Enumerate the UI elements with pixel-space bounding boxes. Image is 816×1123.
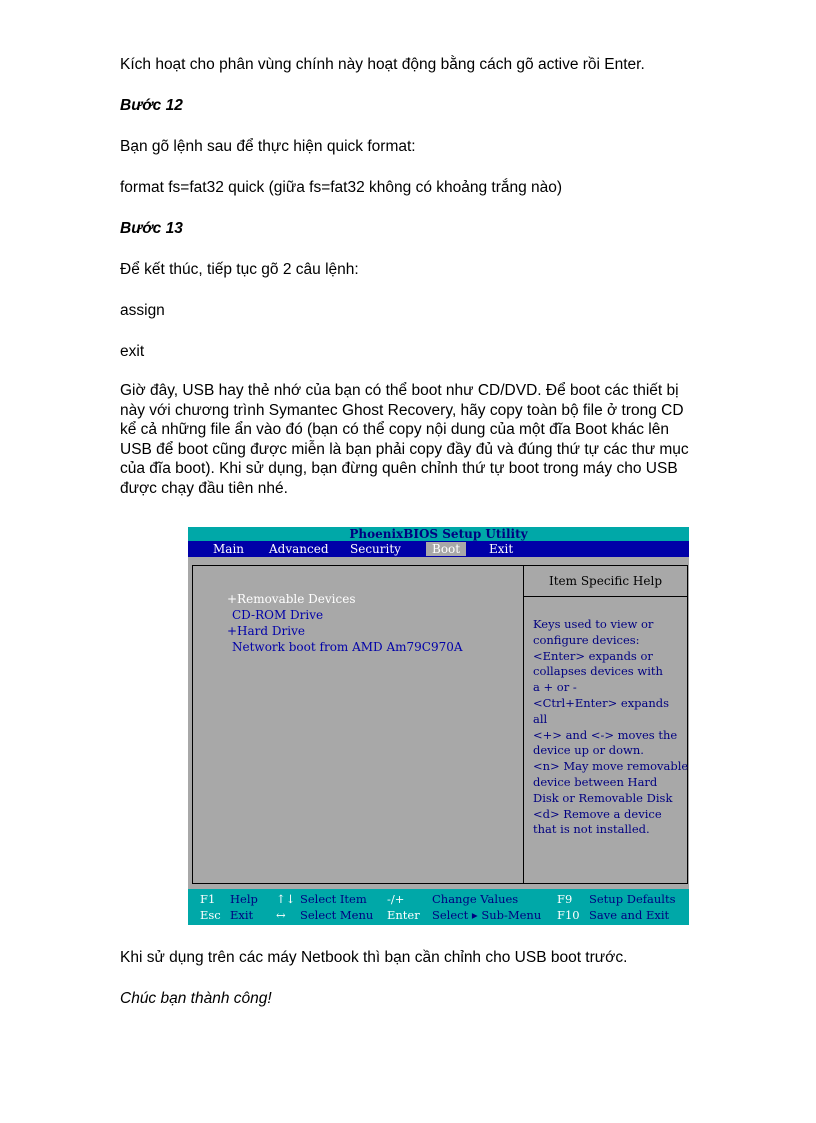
help-line: that is not installed. xyxy=(533,822,650,837)
help-line: Disk or Removable Disk xyxy=(533,790,673,805)
help-line: <Ctrl+Enter> expands xyxy=(533,695,670,710)
boot-device-cdrom[interactable]: CD-ROM Drive xyxy=(232,608,324,622)
paragraph-line: của đĩa boot). Khi sử dụng, bạn đừng quên chỉnh thứ tự boot trong máy cho USB xyxy=(120,460,678,477)
key-f1: F1 xyxy=(200,892,216,906)
paragraph-closing: Chúc bạn thành công! xyxy=(120,990,272,1007)
help-line: device between Hard xyxy=(533,774,658,789)
help-line: <d> Remove a device xyxy=(533,806,662,821)
key-enter-desc: Select ▸ Sub-Menu xyxy=(432,908,542,922)
bios-help-text xyxy=(524,597,687,838)
key-plus-minus-desc: Change Values xyxy=(432,892,519,906)
key-f9: F9 xyxy=(557,892,573,906)
paragraph-line: này với chương trình Symantec Ghost Recovery, hãy copy toàn bộ file ở trong CD xyxy=(120,401,684,419)
key-f9-desc: Setup Defaults xyxy=(589,892,676,906)
bios-menu-boot[interactable]: Boot xyxy=(426,542,466,556)
key-f10-desc: Save and Exit xyxy=(589,908,670,922)
paragraph-assign: assign xyxy=(120,302,165,319)
help-line: <n> May move removable xyxy=(533,759,689,774)
paragraph-activate: Kích hoạt cho phân vùng chính này hoạt động bằng cách gõ active rồi Enter. xyxy=(120,56,645,73)
key-plus-minus: -/+ xyxy=(387,892,405,906)
help-line: collapses devices with xyxy=(533,664,663,679)
paragraph-line: Giờ đây, USB hay thẻ nhớ của bạn có thể boot như CD/DVD. Để boot các thiết bị xyxy=(120,382,679,399)
help-line: a + or - xyxy=(533,680,577,695)
key-leftright-desc: Select Menu xyxy=(300,908,374,922)
key-enter: Enter xyxy=(387,908,420,922)
paragraph-finish: Để kết thúc, tiếp tục gõ 2 câu lệnh: xyxy=(120,261,359,278)
bios-boot-panel xyxy=(192,565,524,884)
key-f1-desc: Help xyxy=(230,892,258,906)
key-esc: Esc xyxy=(200,908,221,922)
bios-menu-exit[interactable]: Exit xyxy=(489,542,514,556)
help-line: Keys used to view or xyxy=(533,617,654,631)
bios-menu-security[interactable]: Security xyxy=(350,542,401,556)
bios-key-legend xyxy=(188,889,689,925)
bios-menu-main[interactable]: Main xyxy=(213,542,245,556)
key-updown: ↑↓ xyxy=(276,892,296,906)
boot-device-network[interactable]: Network boot from AMD Am79C970A xyxy=(232,640,463,654)
help-line: <Enter> expands or xyxy=(533,648,653,663)
bios-screenshot xyxy=(188,527,689,925)
help-line: device up or down. xyxy=(533,743,644,758)
bios-help-title: Item Specific Help xyxy=(524,566,687,597)
paragraph-line: được chạy đầu tiên nhé. xyxy=(120,479,288,497)
paragraph-format-command: format fs=fat32 quick (giữa fs=fat32 không có khoảng trắng nào) xyxy=(120,179,563,196)
help-line: configure devices: xyxy=(533,632,640,647)
paragraph-exit: exit xyxy=(120,343,145,360)
help-line: all xyxy=(533,711,548,726)
paragraph-netbook: Khi sử dụng trên các máy Netbook thì bạn cần chỉnh cho USB boot trước. xyxy=(120,949,628,966)
help-line: <+> and <-> moves the xyxy=(533,727,678,742)
bios-title: PhoenixBIOS Setup Utility xyxy=(188,527,689,541)
bios-menu-bar xyxy=(188,541,689,557)
boot-device-hard-drive[interactable]: +Hard Drive xyxy=(227,624,305,638)
key-esc-desc: Exit xyxy=(230,908,254,922)
step-12-heading: Bước 12 xyxy=(120,97,183,114)
bios-help-panel xyxy=(523,565,688,884)
paragraph-usb-boot xyxy=(120,381,760,498)
paragraph-line: USB để boot cũng được miễn là bạn phải copy đầy đủ và đúng thứ tự các thư mục xyxy=(120,440,689,458)
paragraph-quick-format: Bạn gõ lệnh sau để thực hiện quick format: xyxy=(120,138,416,155)
paragraph-line: kể cả những file ẩn vào đó (bạn có thể copy nội dung của một đĩa Boot khác lên xyxy=(120,421,669,438)
key-updown-desc: Select Item xyxy=(300,892,367,906)
step-13-heading: Bước 13 xyxy=(120,220,183,237)
bios-menu-advanced[interactable]: Advanced xyxy=(269,542,329,556)
key-f10: F10 xyxy=(557,908,580,922)
boot-device-removable[interactable]: +Removable Devices xyxy=(227,592,356,606)
key-leftright: ↔ xyxy=(276,908,286,922)
